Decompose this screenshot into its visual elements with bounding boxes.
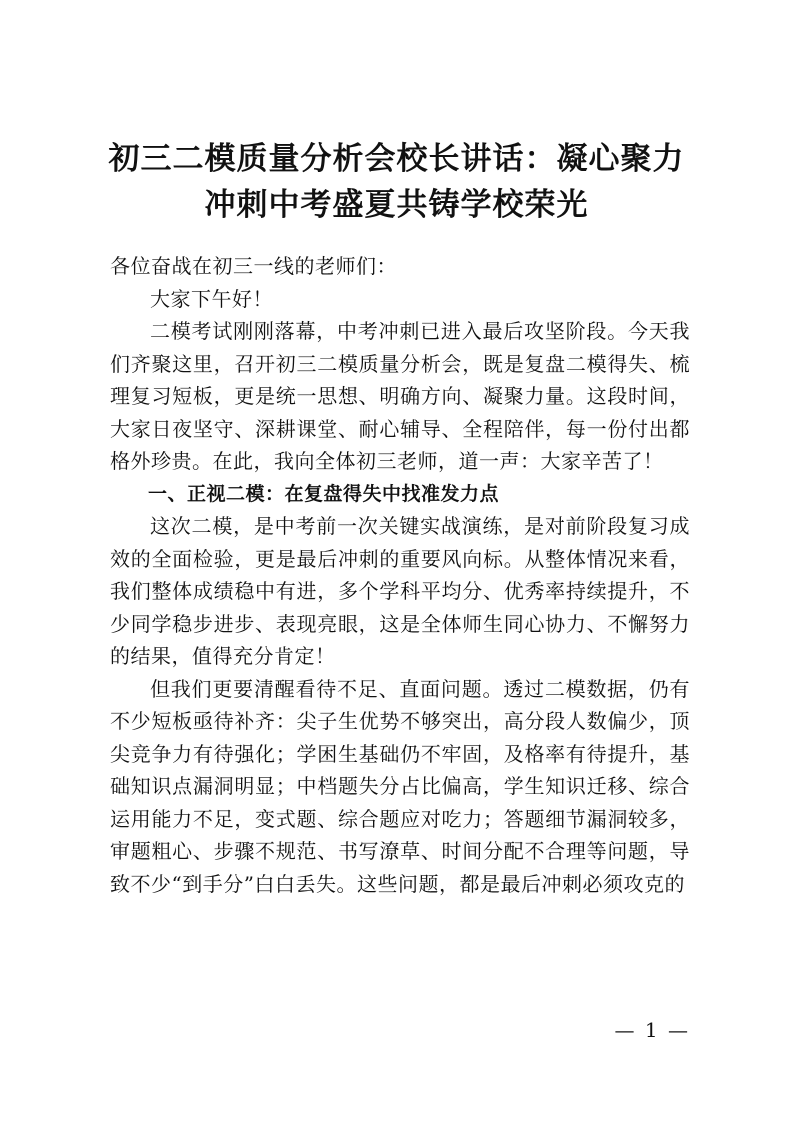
page-number: — 1 — [614, 1018, 690, 1042]
title-line-2: 冲刺中考盛夏共铸学校荣光 [204, 187, 589, 223]
paragraph-overview: 这次二模，是中考前一次关键实战演练，是对前阶段复习成效的全面检验，更是最后冲刺的重要风向标。从整体情况来看，我们整体成绩稳中有进，多个学科平均分、优秀率持续提升，不少同学稳步进步、表现亮眼，这是全体师生同心协力、不懈努力的结果，值得充分肯定！ [110, 514, 690, 668]
title-line-1: 初三二模质量分析会校长讲话：凝心聚力 [108, 141, 685, 177]
paragraph-intro: 二模考试刚刚落幕，中考冲刺已进入最后攻坚阶段。今天我们齐聚这里，召开初三二模质量分析会，既是复盘二模得失、梳理复习短板，更是统一思想、明确方向、凝聚力量。这段时间，大家日夜坚守、深耕课堂、耐心辅导、全程陪伴，每一份付出都格外珍贵。在此，我向全体初三老师，道一声：大家辛苦了！ [110, 319, 690, 473]
section-heading-1: 一、正视二模：在复盘得失中找准发力点 [148, 482, 500, 505]
document-body [110, 250, 690, 900]
document-title [100, 136, 693, 228]
greeting: 大家下午好！ [150, 286, 273, 311]
paragraph-problems: 但我们更要清醒看待不足、直面问题。透过二模数据，仍有不少短板亟待补齐：尖子生优势不够突出，高分段人数偏少，顶尖竞争力有待强化；学困生基础仍不牢固，及格率有待提升，基础知识点漏洞明显；中档题失分占比偏高，学生知识迁移、综合运用能力不足，变式题、综合题应对吃力；答题细节漏洞较多，审题粗心、步骤不规范、书写潦草、时间分配不合理等问题，导致不少“到手分”白白丢失。这些问题，都是最后冲刺必须攻克的 [110, 676, 690, 896]
salutation: 各位奋战在初三一线的老师们： [110, 254, 397, 278]
